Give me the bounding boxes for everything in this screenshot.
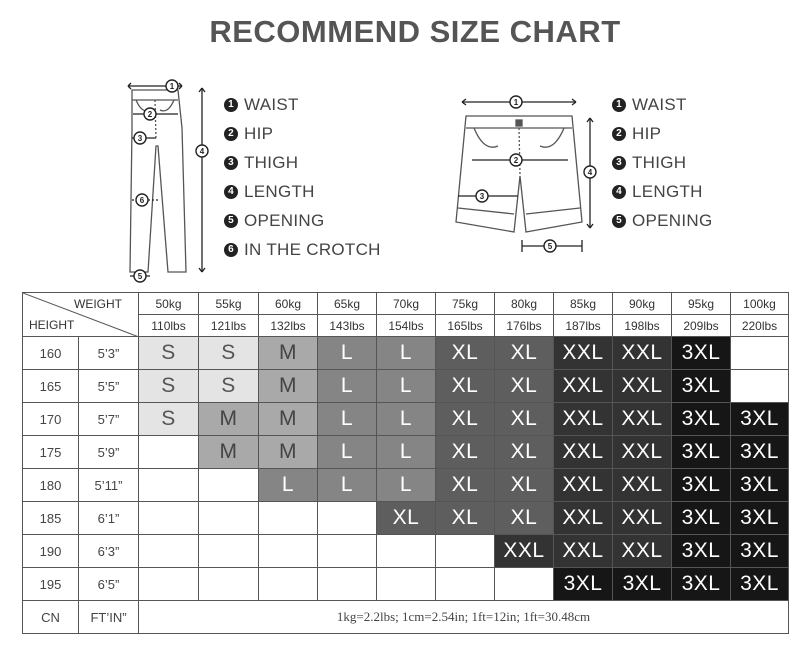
svg-text:5: 5 [137, 272, 143, 281]
height-ftin: 5’11” [79, 469, 139, 502]
size-cell: 3XL [672, 535, 731, 568]
legend-item [224, 235, 381, 264]
table-corner [23, 293, 139, 337]
size-cell: S [139, 370, 199, 403]
number-badge-icon: 1 [612, 98, 626, 112]
size-cell: L [318, 370, 377, 403]
size-cell: L [377, 469, 436, 502]
number-badge-icon: 4 [612, 185, 626, 199]
size-cell: L [318, 436, 377, 469]
number-badge-icon: 3 [224, 156, 238, 170]
empty-cell [436, 568, 495, 601]
empty-cell [377, 568, 436, 601]
size-cell: 3XL [731, 535, 789, 568]
weight-kg-header: 50kg [139, 293, 199, 315]
size-cell: XL [495, 337, 554, 370]
empty-cell [259, 502, 318, 535]
size-cell: XL [436, 403, 495, 436]
size-cell: L [318, 469, 377, 502]
size-cell: M [199, 436, 259, 469]
empty-cell [259, 568, 318, 601]
weight-lbs-header: 176lbs [495, 315, 554, 337]
size-cell: XXL [495, 535, 554, 568]
weight-lbs-header: 132lbs [259, 315, 318, 337]
size-cell: L [318, 337, 377, 370]
empty-cell [199, 469, 259, 502]
pants-legend [224, 90, 381, 264]
weight-kg-header: 65kg [318, 293, 377, 315]
weight-header: WEIGHT [74, 297, 122, 311]
size-cell: 3XL [672, 436, 731, 469]
weight-kg-header: 90kg [613, 293, 672, 315]
size-cell: 3XL [672, 403, 731, 436]
size-cell: M [259, 337, 318, 370]
table-row [23, 502, 789, 535]
empty-cell [139, 535, 199, 568]
table-row [23, 568, 789, 601]
legend-label: HIP [244, 123, 274, 143]
legend-label: LENGTH [632, 181, 703, 201]
size-cell: L [259, 469, 318, 502]
size-cell: XXL [613, 535, 672, 568]
height-ftin: 6’3” [79, 535, 139, 568]
number-badge-icon: 1 [224, 98, 238, 112]
size-cell: S [139, 337, 199, 370]
legend-label: WAIST [632, 94, 687, 114]
height-ftin: 6’1” [79, 502, 139, 535]
size-cell: 3XL [613, 568, 672, 601]
legend-item [612, 206, 713, 235]
legend-item [612, 148, 713, 177]
size-cell: XL [495, 370, 554, 403]
svg-text:4: 4 [587, 168, 593, 177]
number-badge-icon: 2 [224, 127, 238, 141]
size-cell: S [199, 370, 259, 403]
weight-kg-header: 55kg [199, 293, 259, 315]
height-ftin: 5’5” [79, 370, 139, 403]
table-row [23, 469, 789, 502]
svg-text:2: 2 [513, 156, 519, 165]
legend-item [612, 119, 713, 148]
size-cell: 3XL [672, 502, 731, 535]
size-cell: S [199, 337, 259, 370]
weight-kg-header: 60kg [259, 293, 318, 315]
height-cm: 180 [23, 469, 79, 502]
height-ftin: 5’3” [79, 337, 139, 370]
size-cell: XL [495, 436, 554, 469]
legend-label: THIGH [632, 152, 687, 172]
size-cell: 3XL [731, 403, 789, 436]
height-ftin: 5’7” [79, 403, 139, 436]
height-cm: 195 [23, 568, 79, 601]
legend-item [224, 119, 381, 148]
size-cell: XL [436, 469, 495, 502]
svg-text:5: 5 [547, 242, 553, 251]
height-cm: 165 [23, 370, 79, 403]
shorts-illustration [450, 90, 600, 260]
weight-kg-header: 100kg [731, 293, 789, 315]
size-cell: XL [436, 370, 495, 403]
size-cell: L [377, 436, 436, 469]
size-cell: L [318, 403, 377, 436]
table-row [23, 337, 789, 370]
number-badge-icon: 5 [612, 214, 626, 228]
size-cell: XXL [613, 403, 672, 436]
svg-text:1: 1 [513, 98, 519, 107]
table-row [23, 403, 789, 436]
legend-item [612, 177, 713, 206]
legend-label: IN THE CROTCH [244, 239, 381, 259]
size-cell: 3XL [731, 469, 789, 502]
empty-cell [199, 535, 259, 568]
weight-lbs-header: 220lbs [731, 315, 789, 337]
size-cell: 3XL [672, 568, 731, 601]
empty-cell [731, 337, 789, 370]
page-title: RECOMMEND SIZE CHART [209, 14, 621, 49]
size-cell: L [377, 403, 436, 436]
empty-cell [318, 502, 377, 535]
number-badge-icon: 4 [224, 185, 238, 199]
legend-item [612, 90, 713, 119]
size-cell: XXL [613, 337, 672, 370]
size-cell: XXL [554, 469, 613, 502]
size-cell: XL [495, 469, 554, 502]
height-header: HEIGHT [29, 318, 75, 332]
legend-item [224, 206, 381, 235]
size-cell: XXL [613, 469, 672, 502]
legend-label: THIGH [244, 152, 299, 172]
size-cell: XXL [613, 502, 672, 535]
weight-lbs-header: 154lbs [377, 315, 436, 337]
height-cm: 185 [23, 502, 79, 535]
number-badge-icon: 2 [612, 127, 626, 141]
number-badge-icon: 3 [612, 156, 626, 170]
weight-kg-header: 95kg [672, 293, 731, 315]
svg-text:1: 1 [169, 82, 175, 91]
conversion-note: 1kg=2.2lbs; 1cm=2.54in; 1ft=12in; 1ft=30.48cm [139, 601, 789, 634]
size-cell: M [199, 403, 259, 436]
empty-cell [436, 535, 495, 568]
legend-label: OPENING [244, 210, 325, 230]
empty-cell [495, 568, 554, 601]
svg-text:3: 3 [137, 134, 143, 143]
legend-label: HIP [632, 123, 662, 143]
empty-cell [139, 568, 199, 601]
legend-item [224, 148, 381, 177]
empty-cell [318, 535, 377, 568]
number-badge-icon: 5 [224, 214, 238, 228]
size-cell: M [259, 436, 318, 469]
table-row [23, 370, 789, 403]
weight-lbs-header: 209lbs [672, 315, 731, 337]
empty-cell [199, 568, 259, 601]
size-cell: XL [495, 502, 554, 535]
size-cell: XL [436, 436, 495, 469]
shorts-legend [612, 90, 713, 235]
svg-text:6: 6 [139, 196, 145, 205]
size-cell: M [259, 370, 318, 403]
height-cm: 175 [23, 436, 79, 469]
height-ftin: 5’9” [79, 436, 139, 469]
size-cell: 3XL [554, 568, 613, 601]
svg-text:4: 4 [199, 147, 205, 156]
svg-text:2: 2 [147, 110, 153, 119]
height-cm: 160 [23, 337, 79, 370]
size-cell: L [377, 337, 436, 370]
unit-cm-label: CN [23, 601, 79, 634]
weight-lbs-header: 165lbs [436, 315, 495, 337]
empty-cell [318, 568, 377, 601]
weight-kg-header: 70kg [377, 293, 436, 315]
size-cell: 3XL [672, 469, 731, 502]
size-cell: XXL [554, 436, 613, 469]
svg-text:3: 3 [479, 192, 485, 201]
empty-cell [139, 469, 199, 502]
legend-label: LENGTH [244, 181, 315, 201]
empty-cell [199, 502, 259, 535]
empty-cell [139, 436, 199, 469]
size-cell: 3XL [731, 502, 789, 535]
empty-cell [731, 370, 789, 403]
empty-cell [259, 535, 318, 568]
weight-kg-header: 85kg [554, 293, 613, 315]
size-cell: 3XL [672, 337, 731, 370]
size-table [22, 292, 789, 634]
size-cell: XXL [554, 502, 613, 535]
size-cell: XL [377, 502, 436, 535]
legend-label: WAIST [244, 94, 299, 114]
weight-kg-header: 80kg [495, 293, 554, 315]
size-cell: XXL [613, 370, 672, 403]
table-row [23, 535, 789, 568]
pants-illustration [120, 76, 220, 288]
size-cell: XL [436, 502, 495, 535]
legend-item [224, 177, 381, 206]
size-cell: XXL [554, 370, 613, 403]
size-cell: XL [495, 403, 554, 436]
weight-lbs-header: 110lbs [139, 315, 199, 337]
size-cell: XXL [613, 436, 672, 469]
size-cell: XXL [554, 337, 613, 370]
size-cell: 3XL [731, 436, 789, 469]
footer-row [23, 601, 789, 634]
weight-lbs-header: 198lbs [613, 315, 672, 337]
legend-label: OPENING [632, 210, 713, 230]
size-cell: XL [436, 337, 495, 370]
size-cell: 3XL [672, 370, 731, 403]
empty-cell [377, 535, 436, 568]
weight-kg-header: 75kg [436, 293, 495, 315]
weight-kg-row [23, 293, 789, 315]
height-cm: 170 [23, 403, 79, 436]
size-cell: S [139, 403, 199, 436]
number-badge-icon: 6 [224, 243, 238, 257]
size-cell: 3XL [731, 568, 789, 601]
empty-cell [139, 502, 199, 535]
weight-lbs-header: 121lbs [199, 315, 259, 337]
height-cm: 190 [23, 535, 79, 568]
size-cell: M [259, 403, 318, 436]
size-cell: L [377, 370, 436, 403]
size-cell: XXL [554, 403, 613, 436]
legend-item [224, 90, 381, 119]
unit-ftin-label: FT’IN” [79, 601, 139, 634]
weight-lbs-header: 143lbs [318, 315, 377, 337]
table-row [23, 436, 789, 469]
weight-lbs-header: 187lbs [554, 315, 613, 337]
height-ftin: 6’5” [79, 568, 139, 601]
size-cell: XXL [554, 535, 613, 568]
